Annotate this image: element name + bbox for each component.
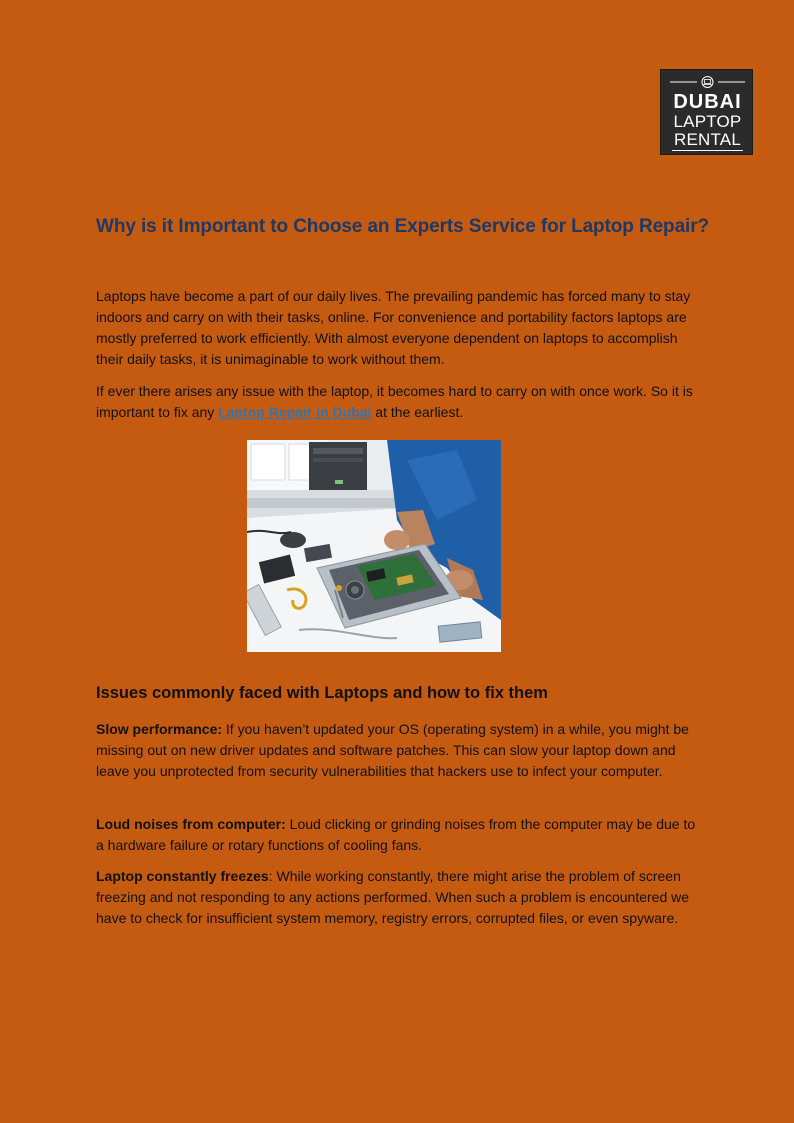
logo-word-laptop: LAPTOP — [673, 112, 742, 131]
issue-label: Loud noises from computer: — [96, 816, 286, 832]
laptop-repair-illustration — [247, 440, 501, 652]
page-title: Why is it Important to Choose an Experts Service for Laptop Repair? — [96, 216, 710, 237]
issues-heading: Issues commonly faced with Laptops and how to fix them — [96, 684, 548, 702]
issue-label: Slow performance: — [96, 721, 223, 737]
issue-text: : While working constantly, there might arise the problem of screen freezing and not responding to any actions performed. When such a problem is encountered we have to check for insufficient system memory, registry errors, corrupted files, or even spyware. — [96, 868, 690, 926]
logo-word-rental — [661, 131, 754, 148]
intro-paragraph-2-text: If ever there arises any issue with the laptop, it becomes hard to carry on with once work. So it is important to fix any — [96, 383, 693, 420]
intro-paragraph-1: Laptops have become a part of our daily lives. The prevailing pandemic has forced many to stay indoors and carry on with their tasks, online. For convenience and portability factors laptops are mostly preferred to work efficiently. With almost everyone dependent on laptops to accomplish their daily tasks, it is unimaginable to work without them. — [96, 288, 691, 367]
intro-paragraph-2-tail: at the earliest. — [371, 404, 464, 420]
issue-loud-noises — [96, 814, 706, 856]
brand-logo — [660, 69, 753, 155]
logo-word-rental-text: RENTAL — [673, 130, 741, 149]
laptop-mark-icon — [661, 75, 754, 89]
issue-text: If you haven’t updated your OS (operating system) in a while, you might be missing out on new driver updates and software patches. This can slow your laptop down and leave you unprotected from security vulnerabilities that hackers use to infect your computer. — [96, 721, 689, 779]
laptop-repair-dubai-link[interactable]: Laptop Repair in Dubai — [218, 404, 372, 420]
issue-text: Loud clicking or grinding noises from the computer may be due to a hardware failure or rotary functions of cooling fans. — [96, 816, 696, 853]
issue-label: Laptop constantly freezes — [96, 868, 269, 884]
issue-slow-performance — [96, 719, 706, 782]
logo-word-dubai: DUBAI — [673, 91, 742, 113]
issue-laptop-freezes — [96, 866, 706, 929]
intro-paragraph-2 — [96, 381, 706, 423]
laptop-repair-photo — [247, 440, 501, 652]
